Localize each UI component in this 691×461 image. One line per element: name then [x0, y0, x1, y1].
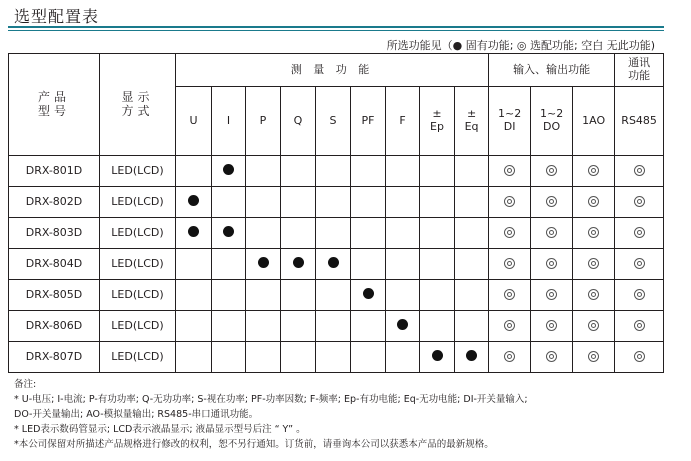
cell-empty	[455, 311, 489, 342]
cell-optional	[531, 311, 573, 342]
cell-empty	[455, 156, 489, 187]
optional-function-circle-icon	[634, 289, 645, 300]
cell-optional	[489, 187, 531, 218]
table-row	[9, 218, 664, 249]
cell-empty	[316, 187, 351, 218]
cell-empty	[176, 156, 212, 187]
optional-function-circle-icon	[546, 289, 557, 300]
cell-optional	[573, 156, 615, 187]
cell-optional	[573, 342, 615, 373]
cell-empty	[455, 280, 489, 311]
title-rule	[8, 26, 664, 28]
optional-function-circle-icon	[634, 320, 645, 331]
note-line: * LED表示数码管显示; LCD表示液晶显示; 液晶显示型号后注 “ Y” 。	[14, 424, 306, 435]
optional-function-circle-icon	[546, 351, 557, 362]
header-measure-1: I	[212, 87, 246, 156]
header-measure-3: Q	[281, 87, 316, 156]
header-comm-group: 通讯 功能	[615, 54, 664, 87]
cell-optional	[489, 342, 531, 373]
cell-optional	[531, 218, 573, 249]
cell-empty	[455, 218, 489, 249]
cell-fixed	[351, 280, 386, 311]
fixed-function-dot-icon	[328, 257, 339, 268]
fixed-function-dot-icon	[363, 288, 374, 299]
header-measure-4: S	[316, 87, 351, 156]
cell-empty	[420, 249, 455, 280]
cell-empty	[212, 342, 246, 373]
optional-function-circle-icon	[546, 196, 557, 207]
cell-empty	[281, 280, 316, 311]
header-io-1: 1~2 DO	[531, 87, 573, 156]
header-measure-0: U	[176, 87, 212, 156]
cell-empty	[455, 187, 489, 218]
cell-empty	[212, 249, 246, 280]
cell-fixed	[281, 249, 316, 280]
cell-empty	[351, 249, 386, 280]
cell-optional	[489, 218, 531, 249]
model-cell: DRX-806D	[9, 311, 100, 342]
cell-empty	[246, 218, 281, 249]
cell-empty	[281, 156, 316, 187]
cell-optional	[615, 311, 664, 342]
header-measure-group: 测 量 功 能	[176, 54, 489, 87]
fixed-function-dot-icon	[466, 350, 477, 361]
page-title: 选型配置表	[14, 7, 100, 26]
cell-empty	[212, 187, 246, 218]
cell-empty	[420, 280, 455, 311]
cell-empty	[246, 156, 281, 187]
cell-empty	[386, 187, 420, 218]
cell-empty	[420, 311, 455, 342]
display-cell: LED(LCD)	[100, 280, 176, 311]
cell-empty	[176, 249, 212, 280]
optional-function-circle-icon	[504, 351, 515, 362]
optional-function-circle-icon	[588, 258, 599, 269]
cell-optional	[615, 280, 664, 311]
fixed-function-dot-icon	[223, 226, 234, 237]
model-cell: DRX-804D	[9, 249, 100, 280]
cell-empty	[386, 218, 420, 249]
cell-optional	[573, 311, 615, 342]
optional-function-circle-icon	[504, 227, 515, 238]
cell-empty	[281, 187, 316, 218]
cell-optional	[489, 311, 531, 342]
optional-function-circle-icon	[634, 258, 645, 269]
cell-optional	[489, 249, 531, 280]
display-cell: LED(LCD)	[100, 187, 176, 218]
cell-fixed	[386, 311, 420, 342]
fixed-function-dot-icon	[293, 257, 304, 268]
cell-fixed	[455, 342, 489, 373]
notes	[14, 377, 528, 452]
cell-fixed	[176, 187, 212, 218]
optional-function-circle-icon	[588, 227, 599, 238]
note-line: * U-电压; I-电流; P-有功功率; Q-无功功率; S-视在功率; PF-功率因数; F-频率; Ep-有功电能; Eq-无功电能; DI-开关量输入;	[14, 394, 528, 405]
header-io-group: 输入、输出功能	[489, 54, 615, 87]
cell-optional	[615, 249, 664, 280]
cell-optional	[531, 187, 573, 218]
cell-optional	[489, 280, 531, 311]
cell-empty	[176, 311, 212, 342]
cell-empty	[351, 187, 386, 218]
cell-optional	[615, 218, 664, 249]
selection-table	[8, 53, 664, 373]
cell-empty	[455, 249, 489, 280]
cell-empty	[212, 280, 246, 311]
optional-function-circle-icon	[504, 165, 515, 176]
optional-function-circle-icon	[588, 196, 599, 207]
header-comm-0: RS485	[615, 87, 664, 156]
cell-fixed	[420, 342, 455, 373]
notes-heading: 备注:	[14, 379, 37, 390]
model-cell: DRX-807D	[9, 342, 100, 373]
optional-function-circle-icon	[634, 196, 645, 207]
optional-function-circle-icon	[546, 258, 557, 269]
cell-empty	[420, 156, 455, 187]
header-product: 产品 型号	[9, 54, 100, 156]
cell-optional	[531, 280, 573, 311]
optional-function-circle-icon	[546, 320, 557, 331]
table-row	[9, 156, 664, 187]
cell-empty	[246, 187, 281, 218]
cell-empty	[316, 311, 351, 342]
cell-empty	[246, 342, 281, 373]
header-measure-6: F	[386, 87, 420, 156]
cell-empty	[351, 156, 386, 187]
cell-optional	[531, 342, 573, 373]
optional-function-circle-icon	[634, 227, 645, 238]
optional-function-circle-icon	[634, 165, 645, 176]
table-row	[9, 342, 664, 373]
optional-function-circle-icon	[588, 289, 599, 300]
fixed-function-dot-icon	[188, 195, 199, 206]
header-measure-7: ± Ep	[420, 87, 455, 156]
header-measure-5: PF	[351, 87, 386, 156]
fixed-function-dot-icon	[432, 350, 443, 361]
cell-empty	[316, 218, 351, 249]
optional-function-circle-icon	[504, 258, 515, 269]
title-rule-thin	[8, 30, 664, 31]
cell-empty	[246, 311, 281, 342]
table-row	[9, 187, 664, 218]
cell-empty	[281, 218, 316, 249]
model-cell: DRX-805D	[9, 280, 100, 311]
optional-function-circle-icon	[504, 320, 515, 331]
cell-empty	[351, 311, 386, 342]
optional-function-circle-icon	[546, 227, 557, 238]
note-line: *本公司保留对所描述产品规格进行修改的权利，恕不另行通知。订货前，请垂询本公司以获悉本产品的最新规格。	[14, 439, 494, 450]
cell-optional	[615, 156, 664, 187]
cell-optional	[573, 187, 615, 218]
header-display: 显示 方式	[100, 54, 176, 156]
cell-empty	[316, 280, 351, 311]
optional-function-circle-icon	[546, 165, 557, 176]
cell-optional	[573, 280, 615, 311]
cell-empty	[212, 311, 246, 342]
cell-fixed	[212, 218, 246, 249]
cell-empty	[316, 156, 351, 187]
header-measure-8: ± Eq	[455, 87, 489, 156]
cell-empty	[386, 342, 420, 373]
cell-empty	[246, 280, 281, 311]
optional-function-circle-icon	[504, 196, 515, 207]
cell-fixed	[176, 218, 212, 249]
model-cell: DRX-803D	[9, 218, 100, 249]
cell-optional	[615, 342, 664, 373]
display-cell: LED(LCD)	[100, 218, 176, 249]
cell-empty	[386, 249, 420, 280]
optional-function-circle-icon	[504, 289, 515, 300]
header-measure-2: P	[246, 87, 281, 156]
display-cell: LED(LCD)	[100, 156, 176, 187]
model-cell: DRX-802D	[9, 187, 100, 218]
fixed-function-dot-icon	[188, 226, 199, 237]
cell-optional	[573, 249, 615, 280]
cell-optional	[531, 156, 573, 187]
header-io-0: 1~2 DI	[489, 87, 531, 156]
cell-empty	[316, 342, 351, 373]
cell-optional	[615, 187, 664, 218]
fixed-function-dot-icon	[223, 164, 234, 175]
display-cell: LED(LCD)	[100, 342, 176, 373]
optional-function-circle-icon	[588, 351, 599, 362]
cell-empty	[420, 218, 455, 249]
cell-optional	[573, 218, 615, 249]
cell-empty	[420, 187, 455, 218]
cell-empty	[281, 311, 316, 342]
cell-optional	[531, 249, 573, 280]
cell-optional	[489, 156, 531, 187]
cell-empty	[386, 280, 420, 311]
cell-empty	[281, 342, 316, 373]
table-row	[9, 311, 664, 342]
cell-fixed	[246, 249, 281, 280]
optional-function-circle-icon	[588, 165, 599, 176]
legend-caption: 所选功能见（● 固有功能; ◎ 选配功能; 空白 无此功能)	[386, 39, 655, 52]
cell-fixed	[316, 249, 351, 280]
display-cell: LED(LCD)	[100, 311, 176, 342]
table-row	[9, 249, 664, 280]
optional-function-circle-icon	[634, 351, 645, 362]
display-cell: LED(LCD)	[100, 249, 176, 280]
cell-empty	[176, 342, 212, 373]
fixed-function-dot-icon	[397, 319, 408, 330]
cell-empty	[351, 342, 386, 373]
cell-empty	[386, 156, 420, 187]
table-row	[9, 280, 664, 311]
fixed-function-dot-icon	[258, 257, 269, 268]
note-line: DO-开关量输出; AO-模拟量输出; RS485-串口通讯功能。	[14, 409, 259, 420]
cell-empty	[176, 280, 212, 311]
cell-fixed	[212, 156, 246, 187]
cell-empty	[351, 218, 386, 249]
model-cell: DRX-801D	[9, 156, 100, 187]
header-io-2: 1AO	[573, 87, 615, 156]
optional-function-circle-icon	[588, 320, 599, 331]
